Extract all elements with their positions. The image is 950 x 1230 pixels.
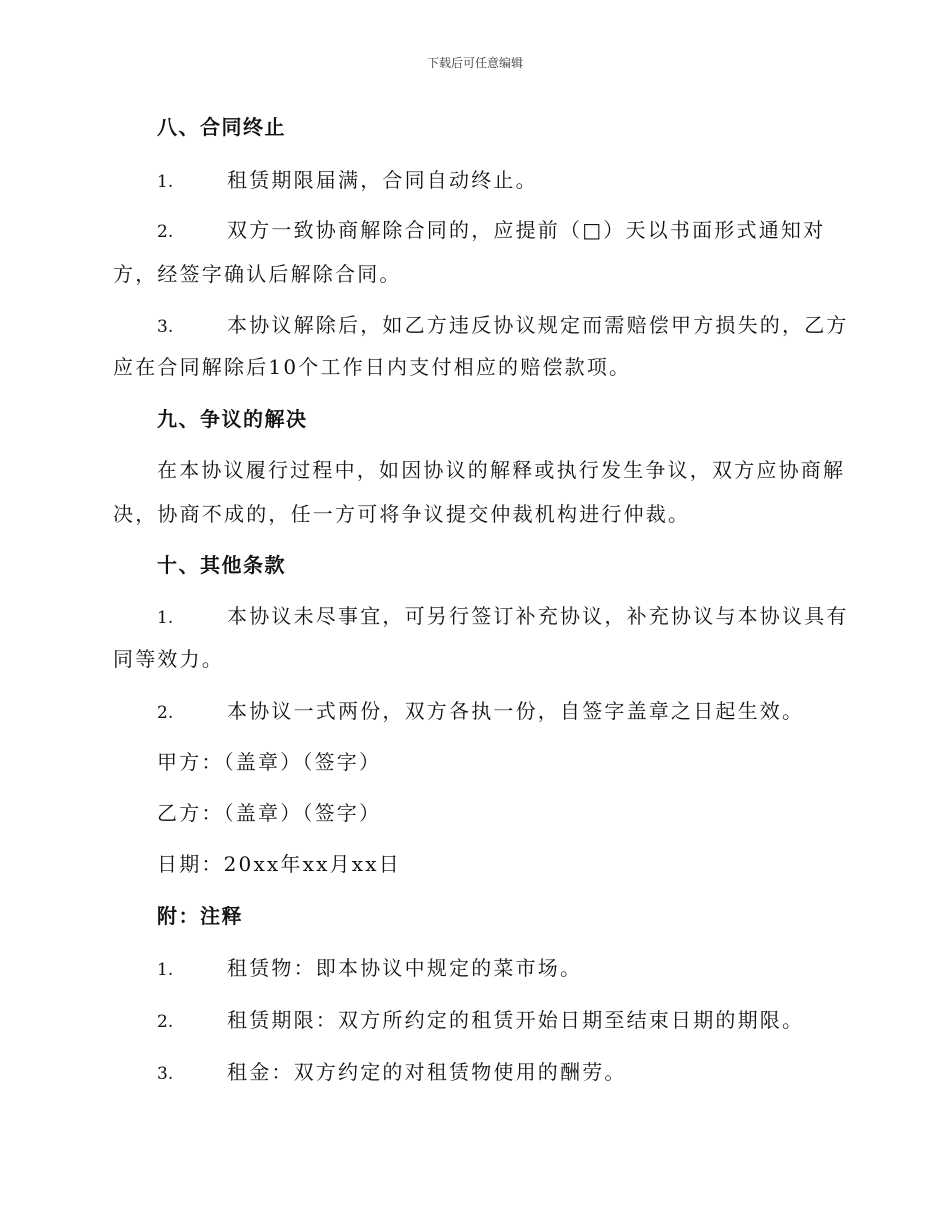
section-8-item-3 bbox=[157, 315, 877, 336]
page-header: 下载后可任意编辑 bbox=[426, 56, 523, 70]
date-line: 日期：20xx年xx月xx日 bbox=[157, 852, 401, 876]
item-text: 本协议一式两份，双方各执一份，自签字盖章之日起生效。 bbox=[227, 699, 805, 723]
item-number: 2. bbox=[157, 703, 174, 723]
item-text: 租金：双方约定的对租赁物使用的酬劳。 bbox=[227, 1060, 627, 1084]
section-8-title: 八、合同终止 bbox=[157, 115, 286, 139]
section-8-item-2-continued: 方，经签字确认后解除合同。 bbox=[113, 262, 402, 286]
item-text: 租赁期限：双方所约定的租赁开始日期至结束日期的期限。 bbox=[227, 1008, 805, 1032]
item-text: 租赁物：即本协议中规定的菜市场。 bbox=[227, 956, 583, 980]
item-text: 本协议解除后，如乙方违反协议规定而需赔偿甲方损失的，乙方 bbox=[227, 313, 849, 337]
section-8-item-1 bbox=[157, 170, 877, 191]
section-8-item-3-continued: 应在合同解除后10个工作日内支付相应的赔偿款项。 bbox=[113, 355, 632, 379]
item-number: 2. bbox=[157, 1012, 174, 1032]
appendix-title: 附：注释 bbox=[157, 904, 243, 928]
item-text: 双方一致协商解除合同的，应提前（□）天以书面形式通知对 bbox=[227, 218, 826, 242]
party-a-signature-line: 甲方：（盖章）（签字） bbox=[157, 750, 382, 774]
appendix-item-2 bbox=[157, 1010, 877, 1031]
item-number: 1. bbox=[157, 960, 174, 980]
section-10-item-1-continued: 同等效力。 bbox=[113, 647, 224, 671]
item-number: 3. bbox=[157, 1064, 174, 1084]
item-number: 1. bbox=[157, 608, 174, 628]
section-8-item-2 bbox=[157, 220, 877, 241]
item-number: 3. bbox=[157, 317, 174, 337]
appendix-item-1 bbox=[157, 958, 877, 979]
section-9-paragraph-line-1: 在本协议履行过程中，如因协议的解释或执行发生争议，双方应协商解 bbox=[157, 458, 846, 482]
section-10-item-1 bbox=[157, 606, 877, 627]
section-9-title: 九、争议的解决 bbox=[157, 407, 308, 431]
item-number: 2. bbox=[157, 222, 174, 242]
party-b-signature-line: 乙方：（盖章）（签字） bbox=[157, 801, 382, 825]
item-text: 本协议未尽事宜，可另行签订补充协议，补充协议与本协议具有 bbox=[227, 604, 849, 628]
section-9-paragraph-line-2: 决，协商不成的，任一方可将争议提交仲裁机构进行仲裁。 bbox=[113, 502, 691, 526]
section-10-item-2 bbox=[157, 701, 877, 722]
item-number: 1. bbox=[157, 172, 174, 192]
appendix-item-3 bbox=[157, 1062, 877, 1083]
section-10-title: 十、其他条款 bbox=[157, 553, 286, 577]
item-text: 租赁期限届满，合同自动终止。 bbox=[227, 168, 538, 192]
